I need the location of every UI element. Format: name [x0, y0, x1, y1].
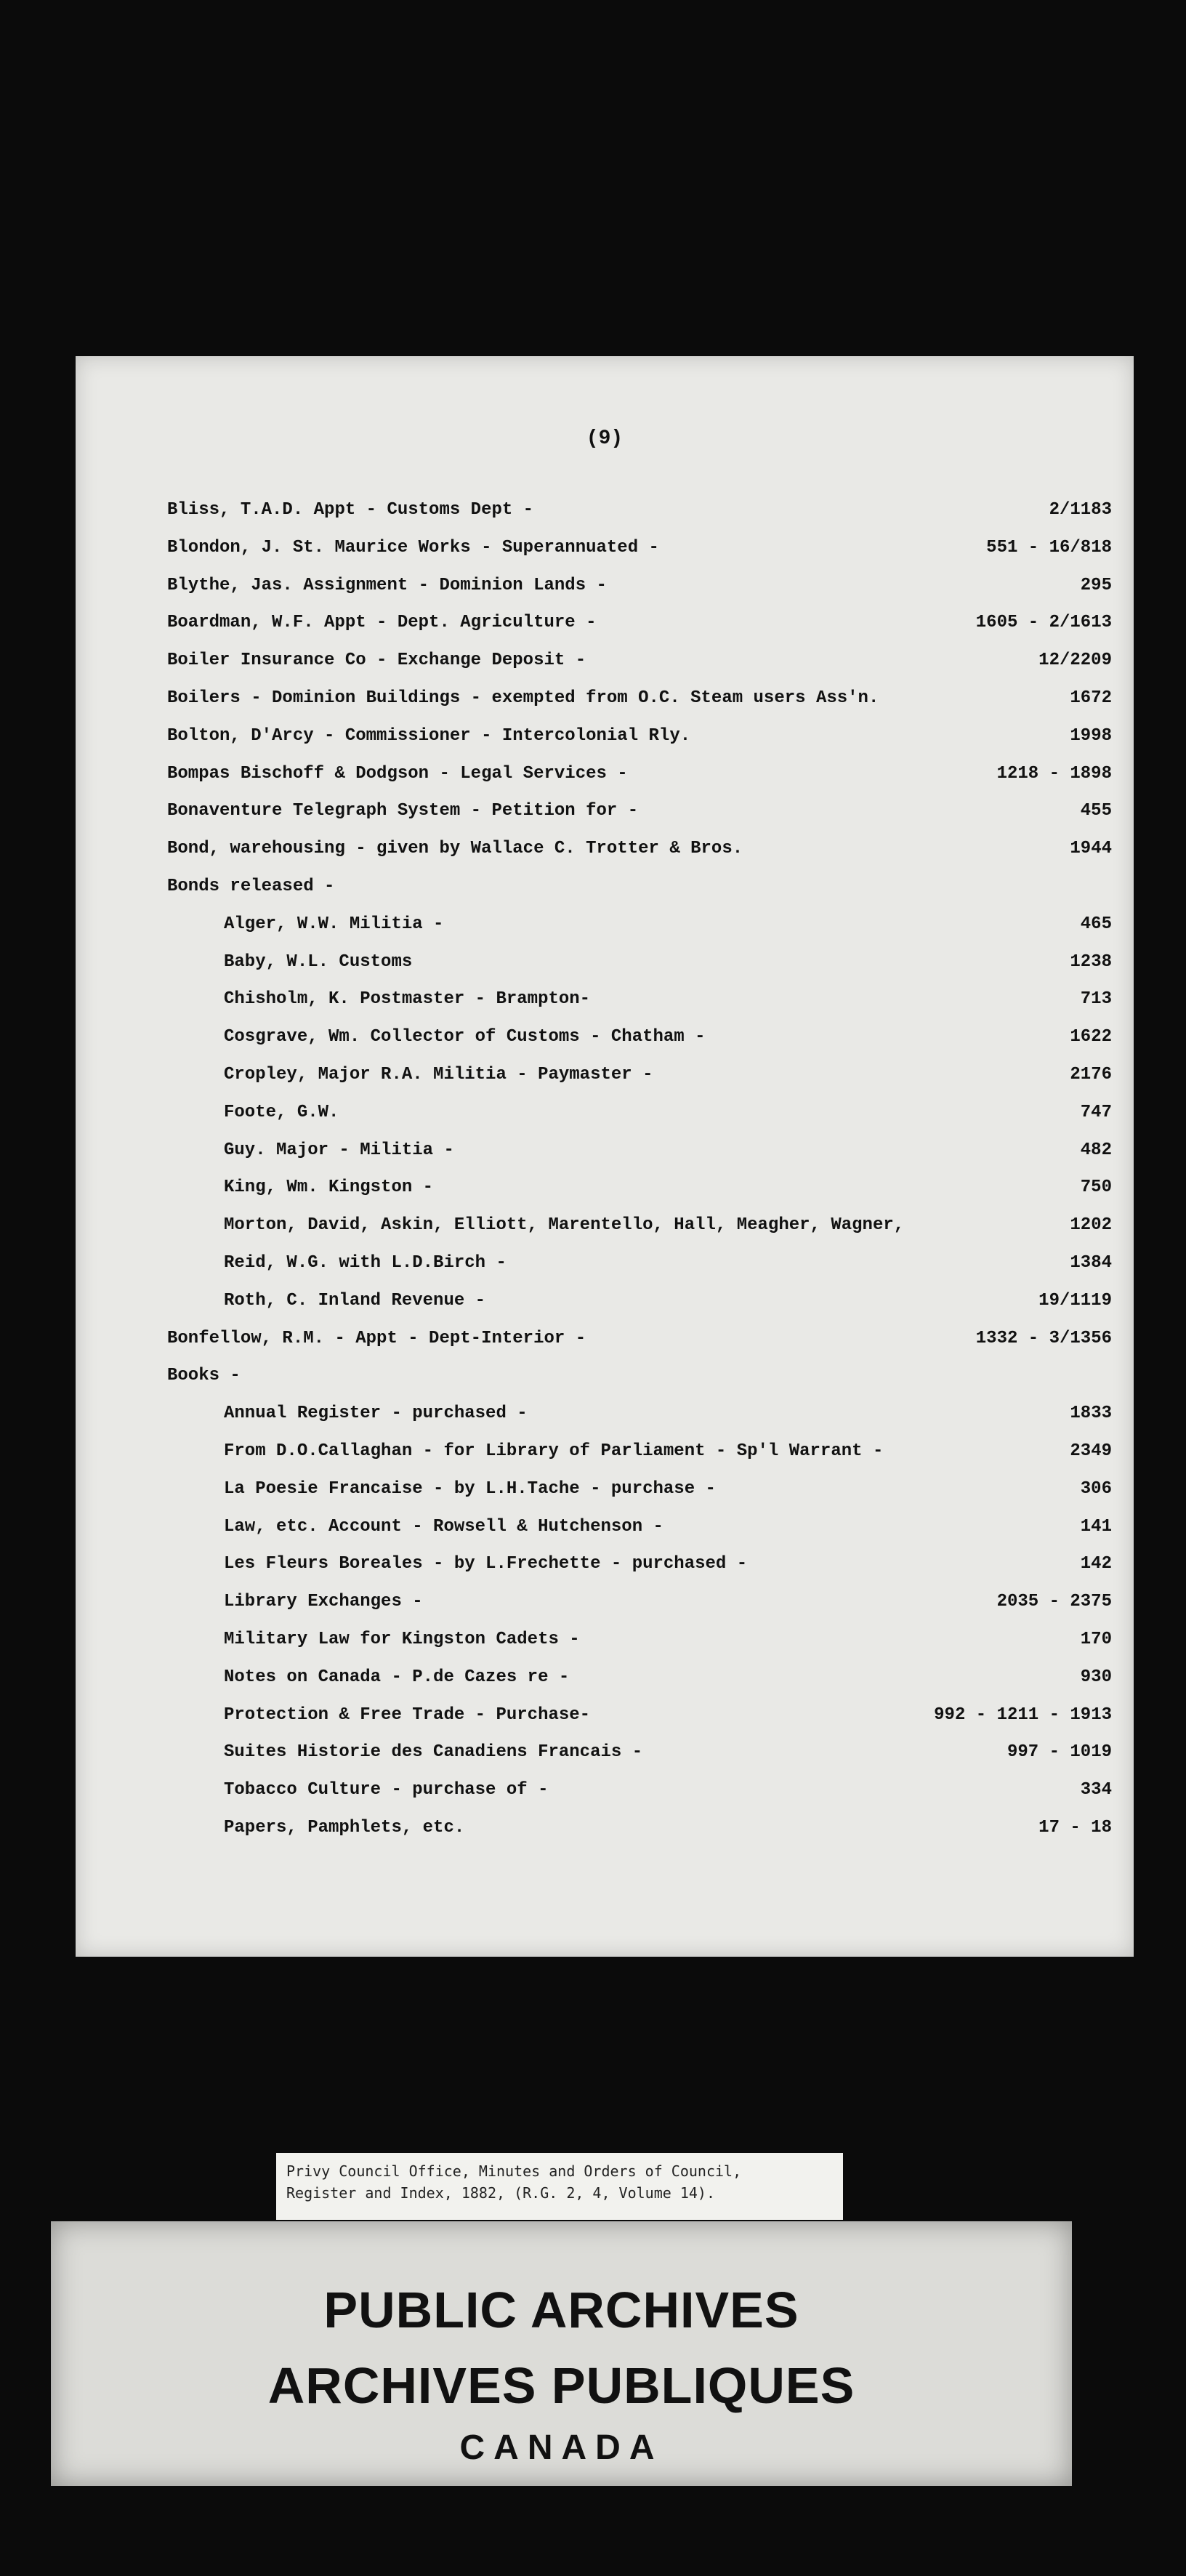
entry-reference: 551 - 16/818: [986, 537, 1112, 558]
index-subentry: [167, 1103, 1112, 1132]
entry-text: Alger, W.W. Militia -: [224, 914, 444, 934]
index-subentry: [167, 1404, 1112, 1433]
entry-reference: 1332 - 3/1356: [975, 1328, 1112, 1348]
index-subentry: [167, 1140, 1112, 1170]
entry-reference: 713: [1080, 989, 1112, 1010]
index-entry: [167, 726, 1112, 755]
entry-reference: 306: [1080, 1478, 1112, 1499]
entry-text: Suites Historie des Canadiens Francais -: [224, 1742, 643, 1763]
entry-text: Protection & Free Trade - Purchase-: [224, 1704, 591, 1725]
index-subentry: [167, 1291, 1112, 1320]
entry-text: Books -: [167, 1366, 241, 1386]
entry-reference: 1622: [1070, 1027, 1112, 1047]
index-entry: [167, 1366, 1112, 1395]
entry-text: La Poesie Francaise - by L.H.Tache - purchase -: [224, 1478, 716, 1499]
entry-text: Notes on Canada - P.de Cazes re -: [224, 1667, 570, 1687]
entry-text: Boardman, W.F. Appt - Dept. Agriculture -: [167, 613, 597, 633]
index-subentry: [167, 1592, 1112, 1621]
entry-text: Papers, Pamphlets, etc.: [224, 1818, 465, 1838]
index-entry: [167, 500, 1112, 529]
entry-reference: 2176: [1070, 1065, 1112, 1084]
entry-text: Bolton, D'Arcy - Commissioner - Intercolonial Rly.: [167, 725, 691, 746]
stamp-line-3: CANADA: [459, 2428, 663, 2467]
entry-text: Bonds released -: [167, 877, 335, 896]
label-line-2: Register and Index, 1882, (R.G. 2, 4, Volume 14).: [286, 2184, 716, 2202]
entry-text: Bonaventure Telegraph System - Petition for -: [167, 801, 639, 821]
index-subentry: [167, 1065, 1112, 1094]
entry-reference: 750: [1080, 1178, 1112, 1198]
entry-reference: 1384: [1070, 1253, 1112, 1273]
entry-text: Law, etc. Account - Rowsell & Hutchenson -: [224, 1516, 663, 1537]
entry-reference: 455: [1080, 801, 1112, 821]
entry-reference: 482: [1080, 1140, 1112, 1160]
index-entry: [167, 538, 1112, 567]
entry-text: Bond, warehousing - given by Wallace C. Trotter & Bros.: [167, 839, 743, 859]
stamp-line-2: ARCHIVES PUBLIQUES: [267, 2357, 855, 2414]
entry-text: From D.O.Callaghan - for Library of Parliament - Sp'l Warrant -: [224, 1441, 884, 1461]
index-subentry: [167, 1027, 1112, 1056]
index-entry: [167, 613, 1112, 642]
entry-text: Blythe, Jas. Assignment - Dominion Lands -: [167, 575, 607, 595]
entry-text: Military Law for Kingston Cadets -: [224, 1630, 580, 1649]
entry-text: Bliss, T.A.D. Appt - Customs Dept -: [167, 500, 534, 520]
entry-reference: 141: [1080, 1516, 1112, 1537]
index-entry: [167, 877, 1112, 906]
index-subentry: [167, 1517, 1112, 1546]
entry-text: Bompas Bischoff & Dodgson - Legal Services -: [167, 763, 628, 784]
index-subentry: [167, 1215, 1112, 1244]
index-subentry: [167, 914, 1112, 943]
entry-text: Bonfellow, R.M. - Appt - Dept-Interior -: [167, 1328, 586, 1348]
entry-reference: 1605 - 2/1613: [975, 613, 1112, 633]
entry-text: Foote, G.W.: [224, 1102, 339, 1122]
entry-text: Chisholm, K. Postmaster - Brampton-: [224, 989, 591, 1010]
index-subentry: [167, 1630, 1112, 1659]
entry-reference: 1218 - 1898: [996, 763, 1112, 784]
entry-reference: 2035 - 2375: [996, 1592, 1112, 1612]
entry-reference: 992 - 1211 - 1913: [934, 1704, 1112, 1725]
index-entry: [167, 651, 1112, 680]
entry-reference: 295: [1080, 575, 1112, 595]
entry-reference: 930: [1080, 1667, 1112, 1687]
entry-text: Guy. Major - Militia -: [224, 1140, 454, 1160]
index-subentry: [167, 1554, 1112, 1583]
entry-text: King, Wm. Kingston -: [224, 1178, 434, 1198]
archive-reference-label: [276, 2153, 843, 2220]
index-entry: [167, 801, 1112, 830]
entry-reference: 465: [1080, 914, 1112, 934]
entry-reference: 997 - 1019: [1007, 1742, 1112, 1763]
entry-text: Annual Register - purchased -: [224, 1404, 528, 1424]
index-entry: [167, 839, 1112, 868]
entry-reference: 1944: [1070, 839, 1112, 859]
entry-reference: 1202: [1070, 1215, 1112, 1236]
entry-text: Library Exchanges -: [224, 1592, 423, 1612]
index-subentry: [167, 1479, 1112, 1508]
page-number: (9): [586, 427, 624, 450]
entry-reference: 170: [1080, 1630, 1112, 1649]
entry-text: Boiler Insurance Co - Exchange Deposit -: [167, 651, 586, 671]
index-entry: [167, 688, 1112, 717]
entry-reference: 334: [1080, 1780, 1112, 1800]
entry-reference: 2349: [1070, 1441, 1112, 1461]
entry-text: Reid, W.G. with L.D.Birch -: [224, 1253, 507, 1273]
entry-reference: 1833: [1070, 1404, 1112, 1424]
entry-text: Morton, David, Askin, Elliott, Marentello, Hall, Meagher, Wagner,: [224, 1215, 905, 1236]
entry-reference: 12/2209: [1038, 651, 1112, 671]
index-subentry: [167, 1742, 1112, 1771]
index-subentry: [167, 989, 1112, 1018]
entry-reference: 1672: [1070, 688, 1112, 708]
entry-text: Cosgrave, Wm. Collector of Customs - Chatham -: [224, 1027, 706, 1047]
entry-text: Baby, W.L. Customs: [224, 951, 413, 972]
entry-text: Roth, C. Inland Revenue -: [224, 1290, 486, 1311]
index-entry: [167, 764, 1112, 793]
index-entry: [167, 576, 1112, 605]
entry-reference: 142: [1080, 1554, 1112, 1574]
entry-reference: 747: [1080, 1102, 1112, 1122]
index-page: [76, 356, 1134, 1957]
entry-text: Les Fleurs Boreales - by L.Frechette - purchased -: [224, 1554, 748, 1574]
entry-reference: 1238: [1070, 951, 1112, 972]
entry-text: Tobacco Culture - purchase of -: [224, 1780, 549, 1800]
index-subentry: [167, 952, 1112, 981]
index-subentry: [167, 1818, 1112, 1847]
stamp-line-1: PUBLIC ARCHIVES: [323, 2282, 799, 2338]
index-subentry: [167, 1780, 1112, 1809]
entry-text: Boilers - Dominion Buildings - exempted from O.C. Steam users Ass'n.: [167, 688, 879, 708]
index-entry: [167, 1329, 1112, 1358]
entry-text: Blondon, J. St. Maurice Works - Superannuated -: [167, 537, 659, 558]
entry-reference: 2/1183: [1049, 500, 1112, 520]
entry-text: Cropley, Major R.A. Militia - Paymaster -: [224, 1065, 653, 1084]
entry-reference: 19/1119: [1038, 1290, 1112, 1311]
archives-stamp: [51, 2221, 1072, 2486]
index-subentry: [167, 1705, 1112, 1734]
index-subentry: [167, 1253, 1112, 1282]
index-subentry: [167, 1441, 1112, 1470]
entry-reference: 1998: [1070, 725, 1112, 746]
index-subentry: [167, 1178, 1112, 1207]
label-line-1: Privy Council Office, Minutes and Orders of Council,: [286, 2162, 742, 2180]
index-subentry: [167, 1667, 1112, 1696]
entry-reference: 17 - 18: [1038, 1818, 1112, 1838]
